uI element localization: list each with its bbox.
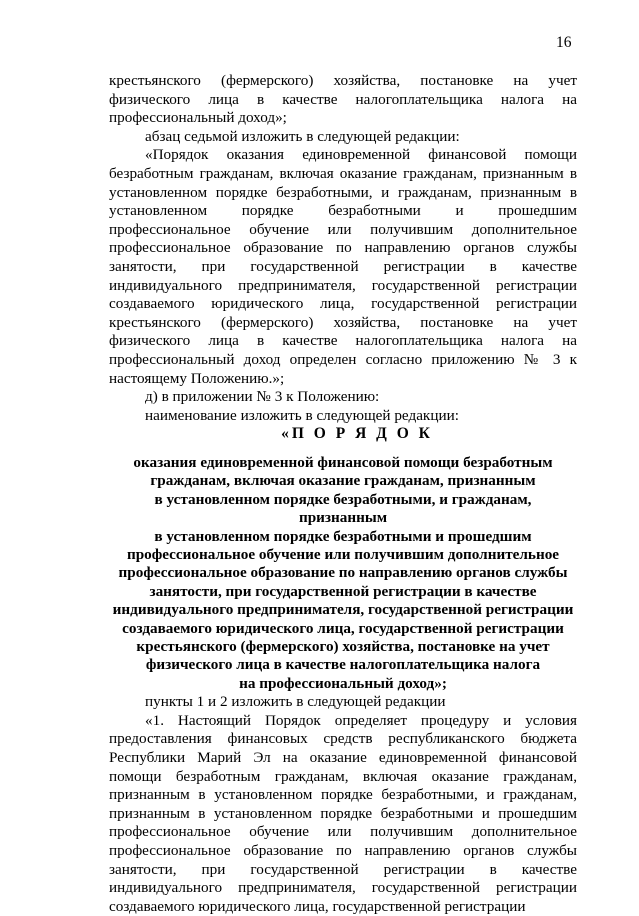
order-title: «П О Р Я Д О К: [281, 425, 433, 443]
heading-line: крестьянского (фермерского) хозяйства, постановке на учет: [136, 637, 550, 655]
paragraph-point-1: «1. Настоящий Порядок определяет процедуру и условия предоставления финансовых средств республиканского бюджета Республики Марий Эл на оказание единовременной финансовой помощи безработным гражданам, включая оказание гражданам, признанным в установленном порядке безработными, и гражданам, признанным в установленном порядке безработными и прошедшим профессиональное обучение или получившим дополнительное профессиональное образование по направлению органов службы занятости, при государственной регистрации в качестве индивидуального предпринимателя, государственной регистрации создаваемого юридического лица, государственной регистрации: [109, 711, 577, 915]
page-number: 16: [556, 34, 572, 51]
paragraph-instruction: абзац седьмой изложить в следующей редакции:: [145, 127, 460, 145]
heading-line: профессиональное обучение или получившим дополнительное: [126, 545, 560, 563]
document-body: [109, 72, 577, 916]
heading-line: в установленном порядке безработными, и гражданам, признанным: [154, 490, 532, 527]
paragraph-subitem-d: д) в приложении № 3 к Положению:: [145, 388, 380, 406]
heading-line: оказания единовременной финансовой помощи безработным: [133, 453, 553, 471]
heading-line: создаваемого юридического лица, государственной регистрации: [122, 619, 564, 637]
order-heading: [109, 454, 577, 693]
heading-line: в установленном порядке безработными и прошедшим: [154, 527, 532, 545]
heading-line: индивидуального предпринимателя, государственной регистрации: [112, 601, 574, 619]
heading-line: на профессиональный доход»;: [239, 674, 447, 692]
heading-line: гражданам, включая оказание гражданам, признанным: [150, 472, 536, 490]
heading-line: профессиональное образование по направлению органов службы: [118, 564, 568, 582]
paragraph-quoted-order: «Порядок оказания единовременной финансовой помощи безработным гражданам, включая оказание гражданам, признанным в установленном порядке безработными, и гражданам, признанным в установленном порядке безработными и прошедшим профессиональное обучение или получившим дополнительное профессиональное образование по направлению органов службы занятости, при государственной регистрации в качестве индивидуального предпринимателя, государственной регистрации создаваемого юридического лица, государственной регистрации крестьянского (фермерского) хозяйства, постановке на учет физического лица в качестве налогоплательщика налога на профессиональный доход определен согласно приложению № 3 к настоящему Положению.»;: [109, 146, 577, 387]
paragraph-instruction-title: наименование изложить в следующей редакции:: [145, 406, 459, 424]
heading-line: физического лица в качестве налогоплательщика налога: [145, 656, 541, 674]
heading-line: занятости, при государственной регистрации в качестве: [149, 582, 537, 600]
paragraph-continuation: крестьянского (фермерского) хозяйства, постановке на учет физического лица в качестве налогоплательщика налога на профессиональный доход»;: [109, 72, 577, 127]
paragraph-points-instruction: пункты 1 и 2 изложить в следующей редакции: [145, 693, 446, 711]
